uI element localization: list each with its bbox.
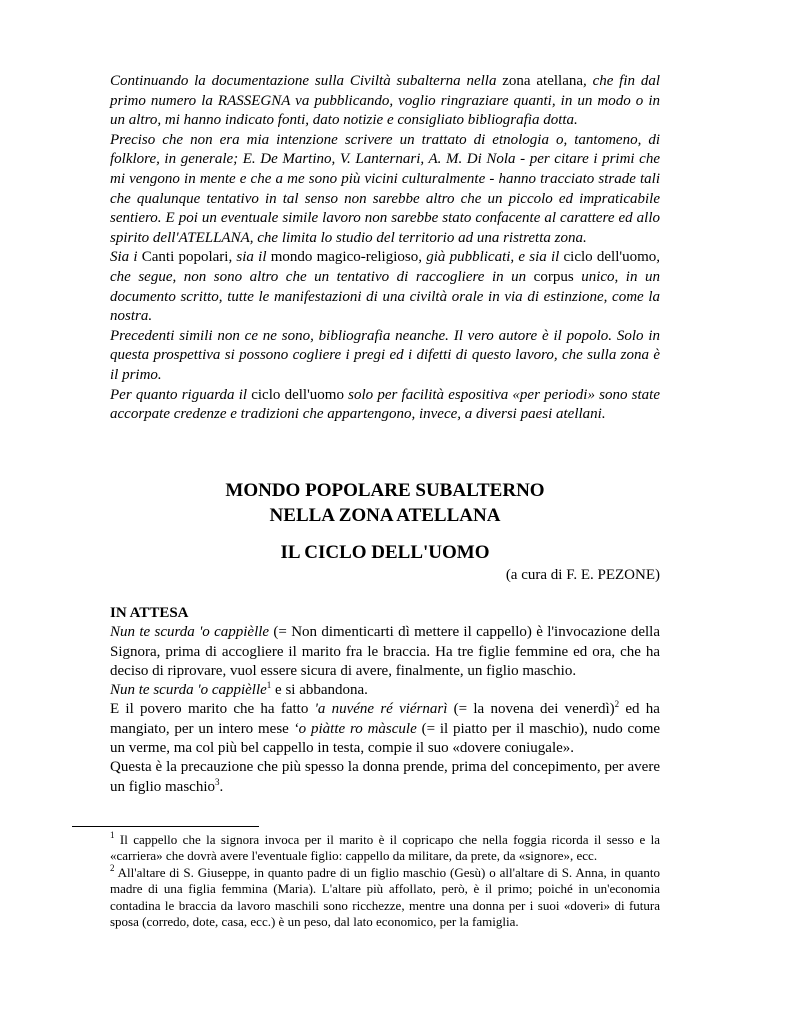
title-line-2: NELLA ZONA ATELLANA bbox=[269, 505, 501, 526]
section-paragraph-4: Questa è la precauzione che più spesso la donna prende, prima del concepimento, per avere un figlio maschio$^3$. bbox=[110, 759, 660, 795]
footnote-divider bbox=[72, 826, 259, 827]
footnote-ref-3[interactable]: 3 bbox=[215, 776, 220, 787]
title-line-1: MONDO POPOLARE SUBALTERNO bbox=[225, 480, 545, 501]
footnote-ref-1[interactable]: 1 bbox=[266, 680, 272, 691]
footnotes bbox=[110, 832, 660, 930]
section-in-attesa bbox=[110, 604, 660, 797]
intro-paragraph-2: Preciso che non era mia intenzione scrivere un trattato di etnologia o, tantomeno, di folklore, in generale; E. De Martino, V. Lanternari, A. M. Di Nola - per citare i primi che mi vengono in mente e che a me sono più vicini culturalmente - hanno tracciato strade tali che qualunque tentativo in tal senso non sarebbe altro che un piccolo ed impraticabile sentiero. E poi un eventuale simile lavoro non sarebbe stato confacente al carattere ed allo spirito dell'ATELLANA, che limita lo studio del territorio ad una ristretta zona. bbox=[110, 131, 660, 246]
section-paragraph-3: E il povero marito che ha fatto 'a nuvéne ré viérnarì (= la novena dei venerdì)$^2$ ed ha mangiato, per un intero mese ‘o piàtte ro màscule (= il piatto per il maschio), nudo come un verme, ma col più bel cappello in testa, compie il suo «dovere coniugale». bbox=[110, 699, 661, 757]
author-credit: (a cura di F. E. PEZONE) bbox=[505, 567, 660, 583]
intro-paragraph-4: Precedenti simili non ce ne sono, bibliografia neanche. Il vero autore è il popolo. Solo in questa prospettiva si possono cogliere i pregi ed i difetti di questo lavoro, che sulla zona è il primo. bbox=[110, 327, 660, 383]
intro-paragraph-1: Continuando la documentazione sulla Civiltà subalterna nella zona atellana, che fin dal primo numero la RASSEGNA va pubblicando, voglio ringraziare quanti, in un modo o in un altro, mi hanno indicato fonti, dato notizie e consigliato bibliografia dotta. bbox=[110, 73, 660, 129]
footnote-1: $^1$ Il cappello che la signora invoca per il marito è il copricapo che nella foggia ricorda il sesso e la «carriera» che dovrà avere l'eventuale figlio: cappello da militare, da prete, da «signore», ecc. bbox=[110, 830, 660, 864]
section-paragraph-2: Nun te scurda 'o cappièlle$^1$ e si abbandona. bbox=[110, 680, 368, 699]
intro-paragraph-5: Per quanto riguarda il ciclo dell'uomo solo per facilità espositiva «per periodi» sono state accorpate credenze e tradizioni che appartengono, invece, a diversi paesi atellani. bbox=[110, 386, 661, 423]
intro-paragraph-3: Sia i Canti popolari, sia il mondo magico-religioso, già pubblicati, e sia il ciclo dell'uomo, che segue, non sono altro che un tentativo di raccogliere in un corpus unico, in un documento scritto, tutte le manifestazioni di una civiltà orale in via di estinzione, come la nostra. bbox=[110, 249, 660, 325]
footnote-ref-2[interactable]: 2 bbox=[614, 699, 620, 710]
intro-text bbox=[110, 72, 660, 425]
section-heading: IN ATTESA bbox=[110, 605, 189, 621]
main-title bbox=[110, 478, 660, 528]
section-paragraph-1: Nun te scurda 'o cappièlle (= Non dimenticarti dì mettere il cappello) è l'invocazione della Signora, prima di accogliere il marito fra le braccia. Ha tre figlie femmine ed ora, che ha deciso di riprovare, vuol essere sicura di avere, finalmente, un figlio maschio. bbox=[110, 624, 660, 679]
section-subtitle: IL CICLO DELL'UOMO bbox=[280, 542, 490, 563]
footnote-2: $^2$ All'altare di S. Giuseppe, in quanto padre di un figlio maschio (Gesù) o all'altare di S. Anna, in quanto madre di una figlia femmina (Maria). L'altare più affollato, però, è il primo; poiché in un'economia contadina le braccia da lavoro maschili sono ricchezze, mentre una donna per i suoi «doveri» di futura sposa (corredo, dote, casa, ecc.) è un peso, dal lato economico, per la famiglia. bbox=[110, 862, 660, 930]
